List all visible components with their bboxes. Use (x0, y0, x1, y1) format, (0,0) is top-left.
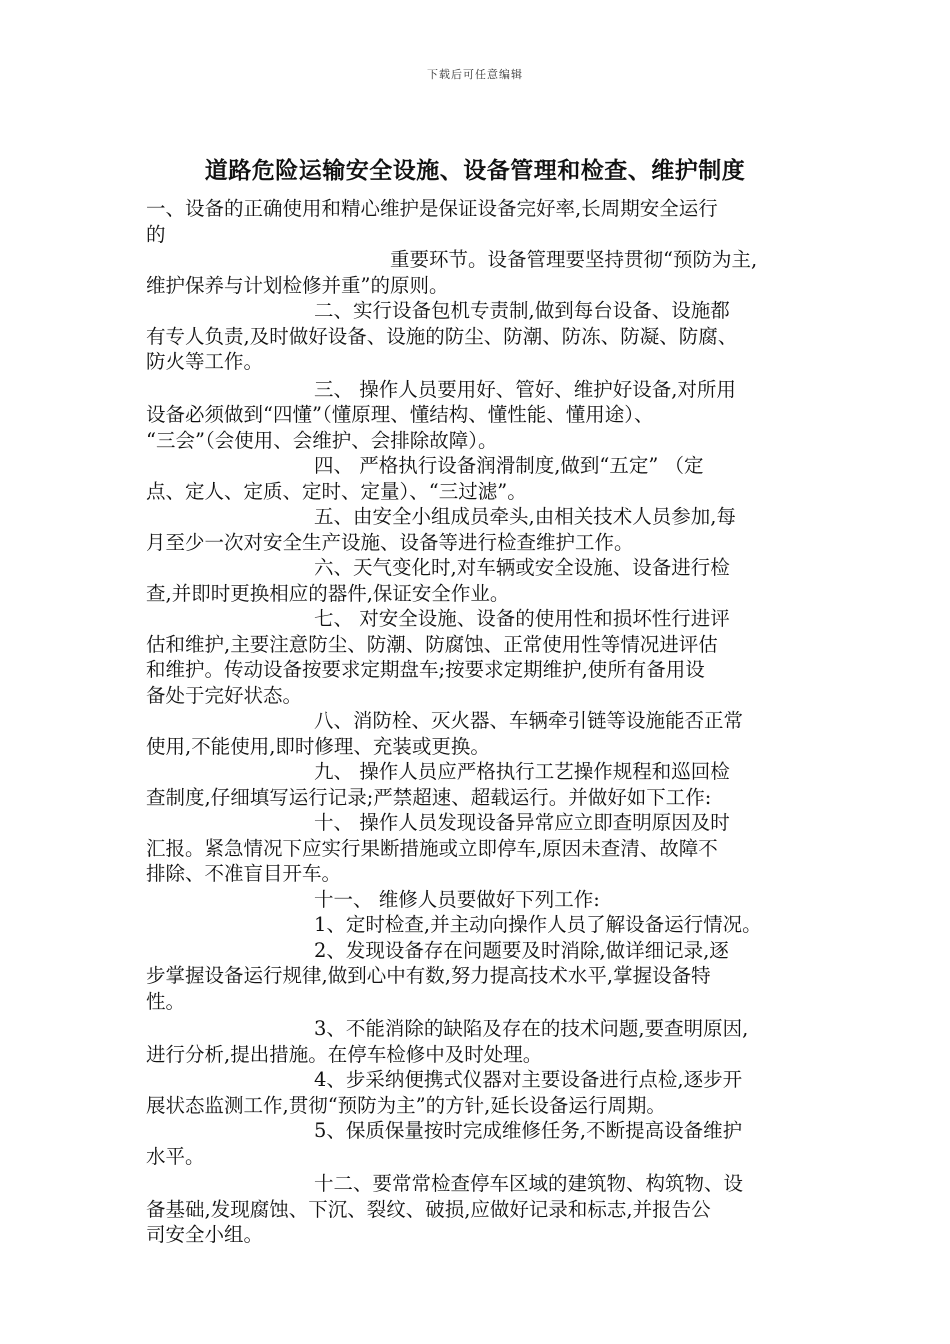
body-line: 二、实行设备包机专责制,做到每台设备、设施都 (314, 299, 730, 322)
header-note: 下载后可任意编辑 (427, 68, 523, 81)
body-line: 步掌握设备运行规律,做到心中有数,努力提高技术水平,掌握设备特 (146, 964, 711, 987)
body-line: 有专人负责,及时做好设备、设施的防尘、防潮、防冻、防凝、防腐、 (146, 324, 738, 348)
body-line: 维护保养与计划检修并重”的原则。 (146, 273, 449, 297)
body-line: 和维护。传动设备按要求定期盘车;按要求定期维护,使所有备用设 (146, 658, 705, 681)
body-line: 九、 操作人员应严格执行工艺操作规程和巡回检 (314, 760, 730, 783)
body-line: 点、定人、定质、定时、定量）、“三过滤”。 (146, 479, 527, 503)
body-line: 的 (146, 222, 166, 246)
body-line: 八、消防栓、灭火器、车辆牵引链等设施能否正常 (314, 709, 744, 732)
body-line: 备处于完好状态。 (146, 683, 303, 707)
body-line: 五、由安全小组成员牵头,由相关技术人员参加,每 (314, 505, 736, 528)
body-line: 十、 操作人员发现设备异常应立即查明原因及时 (314, 811, 730, 834)
body-line: 防火等工作。 (146, 350, 264, 373)
body-line: 查,并即时更换相应的器件,保证安全作业。 (146, 581, 510, 605)
body-line: 排除、不准盲目开车。 (146, 862, 342, 885)
body-line: 三、 操作人员要用好、管好、维护好设备,对所用 (314, 377, 736, 401)
body-line: 性。 (146, 989, 186, 1013)
body-line: 六、天气变化时,对车辆或安全设施、设备进行检 (314, 556, 730, 579)
body-line: 2、发现设备存在问题要及时消除,做详细记录,逐 (314, 938, 729, 962)
body-line: 3、不能消除的缺陷及存在的技术问题,要查明原因, (314, 1017, 749, 1040)
body-line: 1、定时检查,并主动向操作人员了解设备运行情况。 (314, 913, 762, 936)
body-line: 进行分析,提出措施。在停车检修中及时处理。 (146, 1042, 543, 1066)
body-line: “三会”（会使用、会维护、会排除故障）。 (146, 428, 498, 452)
body-line: 使用,不能使用,即时修理、充装或更换。 (146, 734, 490, 758)
body-line: 展状态监测工作,贯彻“预防为主”的方针,延长设备运行周期。 (146, 1093, 666, 1117)
body-line: 水平。 (146, 1144, 205, 1168)
body-line: 十二、要常常检查停车区域的建筑物、构筑物、设 (314, 1172, 744, 1195)
body-line: 查制度,仔细填写运行记录;严禁超速、超载运行。并做好如下工作: (146, 785, 712, 809)
document-title: 道路危险运输安全设施、设备管理和检查、维护制度 (204, 157, 746, 184)
body-line: 5、保质保量按时完成维修任务,不断提高设备维护 (314, 1119, 743, 1142)
body-line: 七、 对安全设施、设备的使用性和损坏性行进评 (314, 607, 730, 630)
body-line: 四、 严格执行设备润滑制度,做到“五定” （定 (314, 454, 704, 477)
body-line: 设备必须做到“四懂”（懂原理、懂结构、懂性能、懂用途）、 (146, 403, 654, 426)
body-line: 备基础,发现腐蚀、下沉、裂纹、破损,应做好记录和标志,并报告公 (146, 1197, 711, 1221)
body-line: 司安全小组。 (146, 1223, 264, 1246)
body-line: 一、设备的正确使用和精心维护是保证设备完好率,长周期安全运行 (146, 197, 718, 220)
document-body (146, 196, 828, 1248)
body-line: 重要环节。设备管理要坚持贯彻“预防为主, (390, 248, 758, 271)
body-line: 汇报。紧急情况下应实行果断措施或立即停车,原因未查清、故障不 (146, 836, 718, 860)
body-line: 月至少一次对安全生产设施、设备等进行检查维护工作。 (146, 530, 634, 554)
body-line: 估和维护,主要注意防尘、防潮、防腐蚀、正常使用性等情况进评估 (146, 632, 718, 656)
body-line: 十一、 维修人员要做好下列工作: (314, 887, 600, 911)
body-line: 4、步采纳便携式仪器对主要设备进行点检,逐步开 (314, 1068, 743, 1091)
